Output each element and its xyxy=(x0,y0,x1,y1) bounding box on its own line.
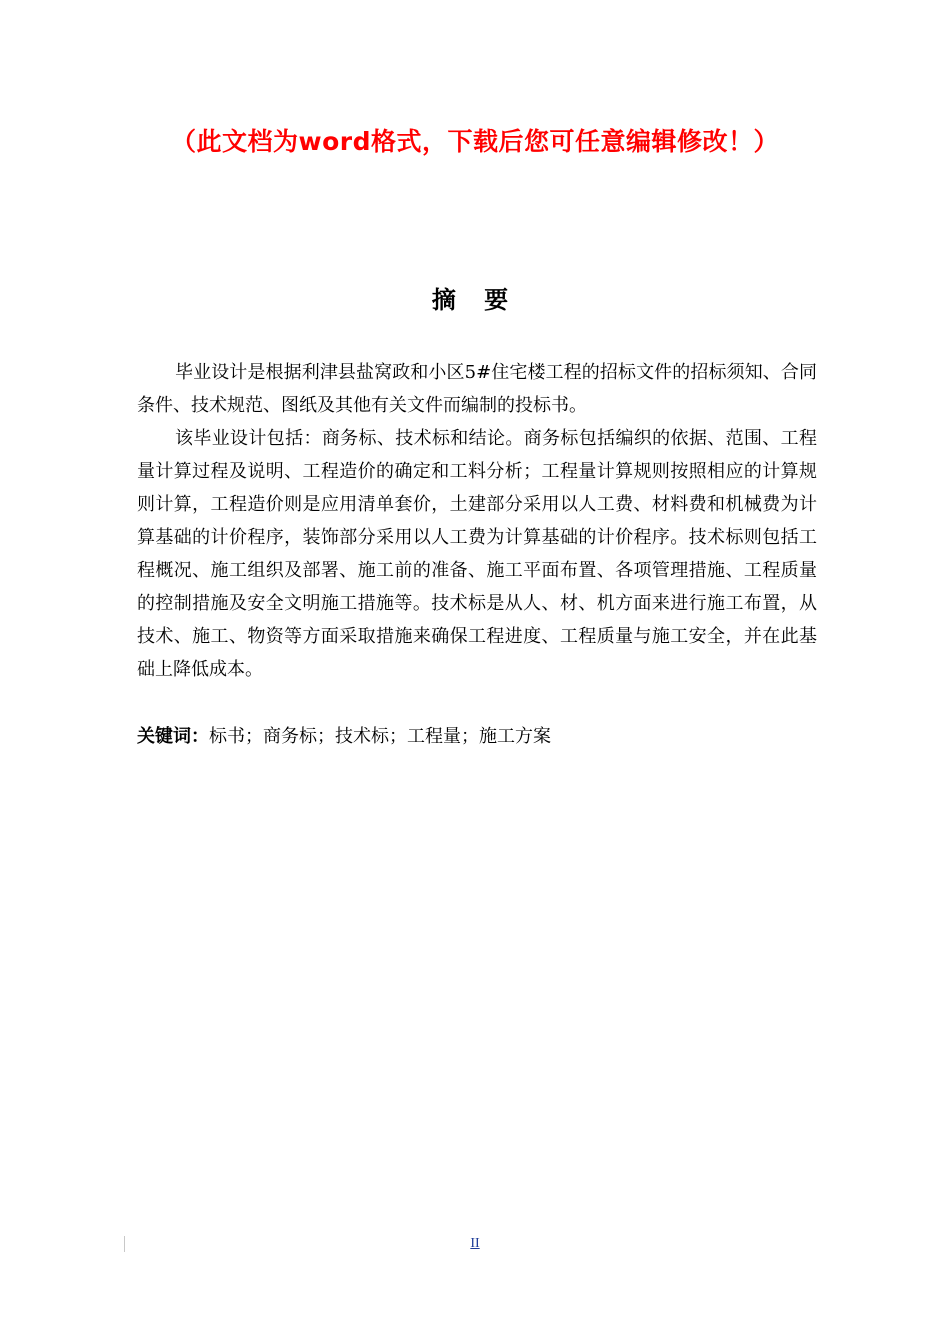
keywords-value: 标书；商务标；技术标；工程量；施工方案 xyxy=(209,726,551,747)
keywords-line xyxy=(137,720,817,753)
download-notice: （此文档为word格式，下载后您可任意编辑修改！） xyxy=(171,127,779,156)
abstract-title: 摘 要 xyxy=(431,286,519,314)
abstract-paragraph: 该毕业设计包括：商务标、技术标和结论。商务标包括编织的依据、范围、工程量计算过程及说明、工程造价的确定和工料分析；工程量计算规则按照相应的计算规则计算，工程造价则是应用清单套价，土建部分采用以人工费、材料费和机械费为计算基础的计价程序，装饰部分采用以人工费为计算基础的计价程序。技术标则包括工程概况、施工组织及部署、施工前的准备、施工平面布置、各项管理措施、工程质量的控制措施及安全文明施工措施等。技术标是从人、材、机方面来进行施工布置，从技术、施工、物资等方面采取措施来确保工程进度、工程质量与施工安全，并在此基础上降低成本。 xyxy=(137,428,817,680)
page-number: II xyxy=(470,1236,480,1251)
keywords-label: 关键词： xyxy=(137,726,209,747)
abstract-body xyxy=(137,356,817,686)
abstract-paragraph: 毕业设计是根据利津县盐窝政和小区5#住宅楼工程的招标文件的招标须知、合同条件、技术规范、图纸及其他有关文件而编制的投标书。 xyxy=(137,362,817,416)
